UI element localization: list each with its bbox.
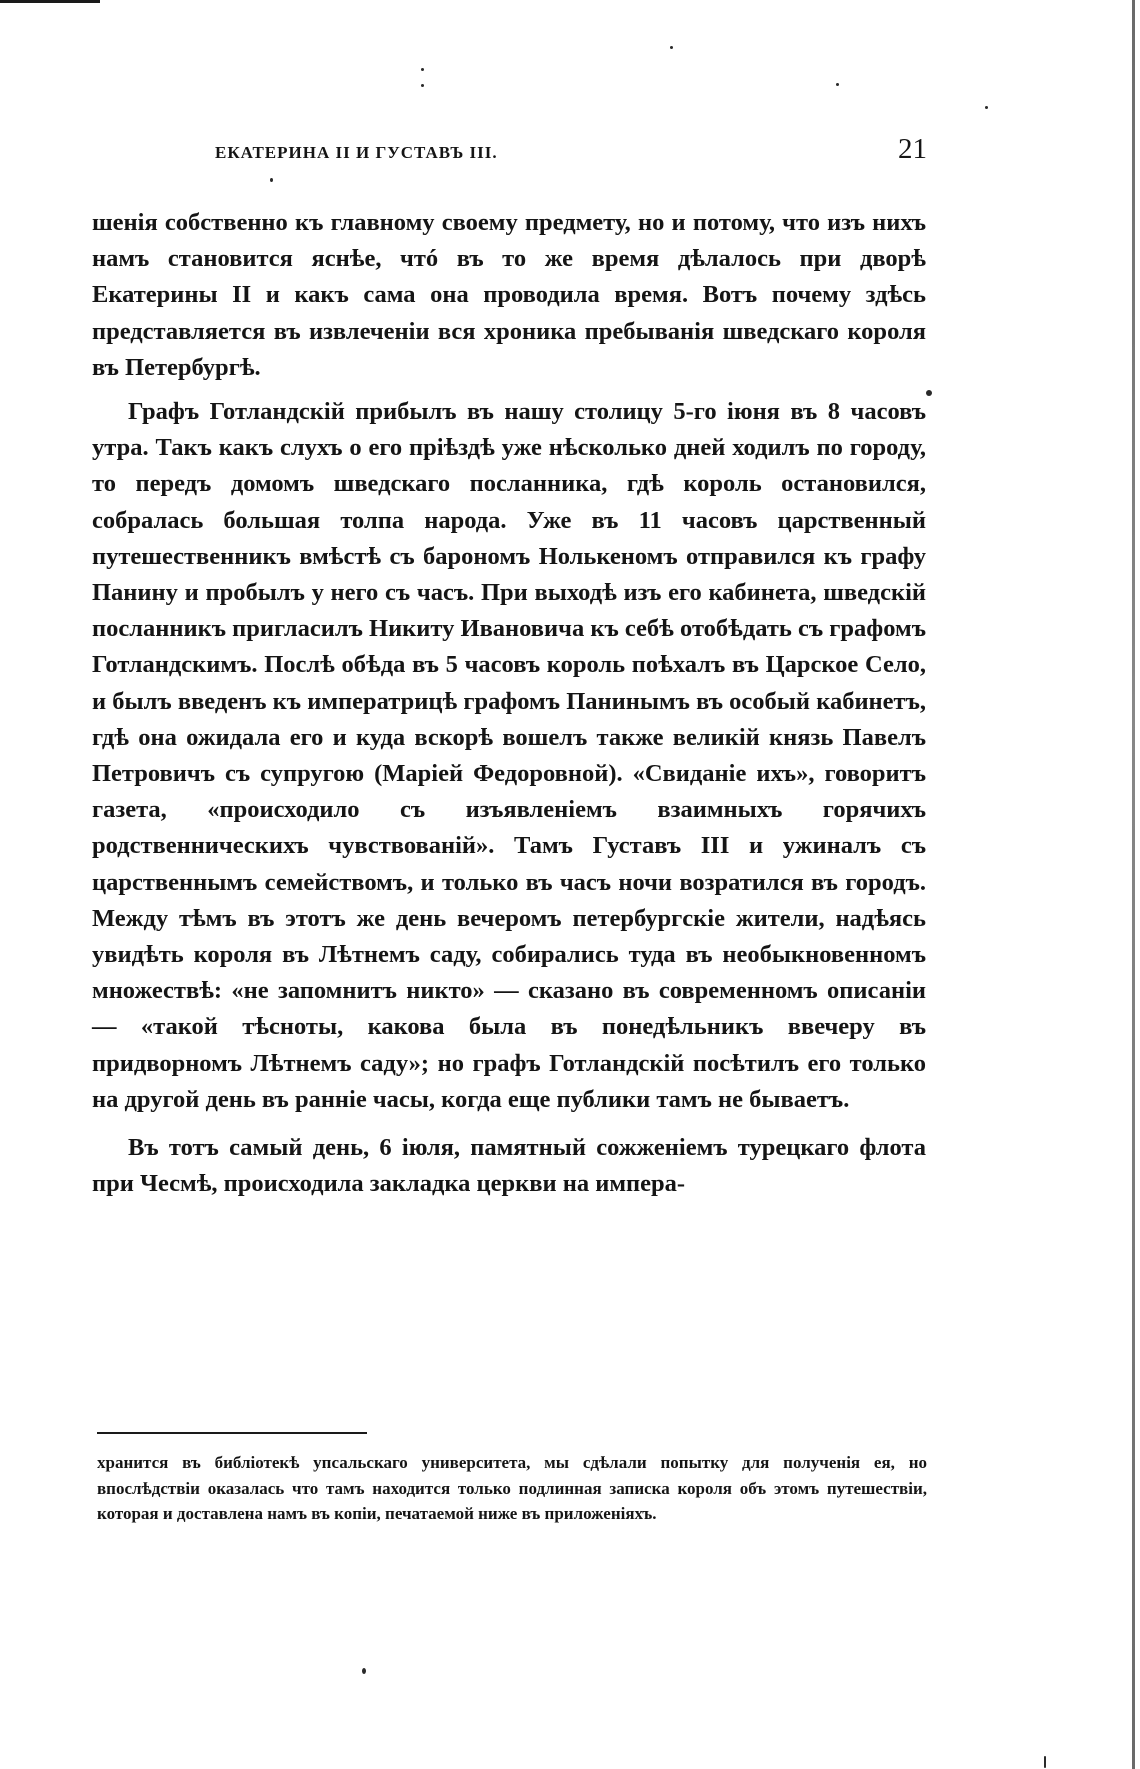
running-head: ЕКАТЕРИНА II И ГУСТАВЪ III. bbox=[215, 143, 498, 162]
scan-speck bbox=[836, 83, 839, 86]
footnote bbox=[97, 1450, 927, 1527]
scan-speck bbox=[362, 1668, 366, 1674]
scan-speck bbox=[421, 68, 424, 71]
footnote-rule bbox=[97, 1432, 367, 1434]
right-edge-shadow bbox=[1132, 0, 1135, 1769]
scan-speck bbox=[1044, 1756, 1046, 1768]
scan-speck bbox=[670, 46, 673, 49]
body-text bbox=[92, 205, 926, 1202]
footnote-text: хранится въ библіотекѣ упсальскаго университета, мы сдѣлали попытку для полученія ея, но впослѣдствіи оказалась что тамъ находится только подлинная записка короля объ этомъ путешествіи, которая и доставлена намъ въ копіи, печатаемой ниже въ приложеніяхъ. bbox=[97, 1453, 927, 1523]
paragraph-arrival: Графъ Готландскій прибылъ въ нашу столицу 5-го іюня въ 8 часовъ утра. Такъ какъ слухъ о его пріѣздѣ уже нѣсколько дней ходилъ по городу, то передъ домомъ шведскаго посланника, гдѣ король остановился, собралась большая толпа народа. Уже въ 11 часовъ царственный путешественникъ вмѣстѣ съ барономъ Нолькеномъ отправился къ графу Панину и пробылъ у него съ часъ. При выходѣ изъ его кабинета, шведскій посланникъ пригласилъ Никиту Ивановича къ себѣ отобѣдать съ графомъ Готландскимъ. Послѣ обѣда въ 5 часовъ король поѣхалъ въ Царское Село, и былъ введенъ къ императрицѣ графомъ Панинымъ въ особый кабинетъ, гдѣ она ожидала его и куда вскорѣ вошелъ также великій князь Павелъ Петровичъ съ супругою (Маріей Федоровной). «Свиданіе ихъ», говоритъ газета, «происходило съ изъявленіемъ взаимныхъ горячихъ родственническихъ чувствованій». Тамъ Густавъ III и ужиналъ съ царственнымъ семействомъ, и только въ часъ ночи возратился въ городъ. Между тѣмъ въ этотъ же день вечеромъ петербургскіе жители, надѣясь увидѣть короля въ Лѣтнемъ саду, собирались туда въ необыкновенномъ множествѣ: «не запомнитъ никто» — сказано въ современномъ описаніи — «такой тѣсноты, какова была въ понедѣльникъ ввечеру въ придворномъ Лѣтнемъ саду»; но графъ Готландскій посѣтилъ его только на другой день въ ранніе часы, когда еще публики тамъ не бываетъ. bbox=[92, 398, 926, 1113]
scan-speck bbox=[270, 178, 273, 182]
top-edge-rule bbox=[0, 0, 100, 3]
page-header bbox=[95, 133, 927, 173]
scan-speck bbox=[985, 106, 988, 109]
scan-speck bbox=[926, 390, 932, 396]
scan-speck bbox=[421, 84, 424, 87]
page-number: 21 bbox=[898, 133, 927, 165]
paragraph-church: Въ тотъ самый день, 6 іюля, памятный сожженіемъ турецкаго флота при Чесмѣ, происходила закладка церкви на импера- bbox=[92, 1134, 926, 1198]
paragraph-continuation: шенія собственно къ главному своему предмету, но и потому, что изъ нихъ намъ становится яснѣе, чтó въ то же время дѣлалось при дворѣ Екатерины II и какъ сама она проводила время. Вотъ почему здѣсь представляется въ извлеченіи вся хроника пребыванія шведскаго короля въ Петербургѣ. bbox=[92, 209, 926, 381]
